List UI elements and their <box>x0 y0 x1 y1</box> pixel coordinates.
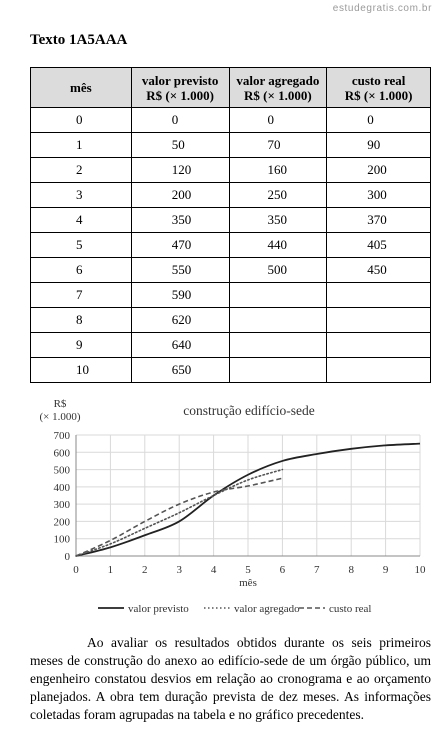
cell-valor-agregado: 160 <box>229 158 327 183</box>
cell-mes: 10 <box>31 358 132 383</box>
table-row <box>31 233 431 258</box>
cell-custo-real <box>327 308 431 333</box>
y-tick-label: 500 <box>53 464 70 477</box>
cell-valor-agregado <box>229 333 327 358</box>
x-tick-label: 9 <box>382 564 389 576</box>
cell-valor-agregado: 350 <box>229 208 327 233</box>
y-tick-label: 700 <box>53 430 70 442</box>
legend-label: custo real <box>329 603 372 615</box>
header-valor-previsto: valor previsto R$ (× 1.000) <box>131 68 229 108</box>
cell-mes: 8 <box>31 308 132 333</box>
y-tick-label: 100 <box>53 533 70 546</box>
cell-valor-previsto: 550 <box>131 258 229 283</box>
cell-custo-real: 405 <box>327 233 431 258</box>
table-row <box>31 258 431 283</box>
cell-valor-agregado: 0 <box>229 108 327 133</box>
table-row <box>31 108 431 133</box>
text-heading: Texto 1A5AAA <box>30 32 128 48</box>
table-row <box>31 308 431 333</box>
x-tick-label: 0 <box>73 564 79 576</box>
x-axis-label: mês <box>239 577 257 589</box>
cell-valor-previsto: 0 <box>131 108 229 133</box>
cell-mes: 1 <box>31 133 132 158</box>
x-tick-label: 5 <box>245 564 251 576</box>
y-axis-label-unit: R$ <box>53 398 67 410</box>
x-tick-label: 2 <box>142 564 148 576</box>
cell-custo-real <box>327 333 431 358</box>
chart-container <box>22 395 430 625</box>
table-row <box>31 158 431 183</box>
y-tick-label: 300 <box>53 499 70 512</box>
cell-valor-previsto: 350 <box>131 208 229 233</box>
y-tick-label: 0 <box>64 551 70 563</box>
cell-mes: 9 <box>31 333 132 358</box>
legend-label: valor previsto <box>128 603 189 615</box>
cell-custo-real: 90 <box>327 133 431 158</box>
cell-mes: 0 <box>31 108 132 133</box>
cell-valor-previsto: 200 <box>131 183 229 208</box>
cell-mes: 4 <box>31 208 132 233</box>
cell-valor-agregado: 500 <box>229 258 327 283</box>
x-tick-label: 4 <box>210 564 217 576</box>
cell-valor-agregado <box>229 358 327 383</box>
line-chart <box>22 395 430 625</box>
header-valor-agregado: valor agregado R$ (× 1.000) <box>229 68 327 108</box>
cell-custo-real <box>327 358 431 383</box>
cell-valor-previsto: 50 <box>131 133 229 158</box>
cell-valor-previsto: 590 <box>131 283 229 308</box>
x-tick-label: 6 <box>279 564 286 576</box>
x-tick-label: 1 <box>107 564 114 576</box>
legend-label: valor agregado <box>234 603 300 615</box>
chart-title: construção edifício-sede <box>183 403 315 418</box>
cell-custo-real: 300 <box>327 183 431 208</box>
cell-valor-previsto: 650 <box>131 358 229 383</box>
header-mes: mês <box>31 68 132 108</box>
y-axis-label-scale: (× 1.000) <box>39 411 81 423</box>
watermark: estudegratis.com.br <box>332 3 432 14</box>
cell-mes: 2 <box>31 158 132 183</box>
cell-custo-real: 450 <box>327 258 431 283</box>
cell-valor-previsto: 620 <box>131 308 229 333</box>
table-row <box>31 358 431 383</box>
body-paragraph: Ao avaliar os resultados obtidos durante os seis primeiros meses de construção do anexo ao edifício-sede de um órgão público, um engenheiro constatou desvios em relação ao cronograma e ao orçamento planejados. A obra tem duração prevista de dez meses. As informações coletadas foram agrupadas na tabela e no gráfico precedentes. <box>30 635 431 722</box>
cell-valor-agregado: 250 <box>229 183 327 208</box>
cell-valor-agregado: 440 <box>229 233 327 258</box>
table-row <box>31 283 431 308</box>
cell-valor-agregado <box>229 308 327 333</box>
table-header-row <box>31 68 431 108</box>
cell-valor-agregado <box>229 283 327 308</box>
cell-mes: 7 <box>31 283 132 308</box>
y-tick-label: 600 <box>53 447 70 460</box>
y-tick-label: 200 <box>53 516 70 529</box>
x-tick-label: 10 <box>414 564 426 576</box>
cell-mes: 6 <box>31 258 132 283</box>
data-table <box>30 67 431 383</box>
y-tick-label: 400 <box>53 481 70 494</box>
table-row <box>31 133 431 158</box>
cell-mes: 3 <box>31 183 132 208</box>
cell-custo-real: 200 <box>327 158 431 183</box>
cell-custo-real: 370 <box>327 208 431 233</box>
x-tick-label: 8 <box>348 564 354 576</box>
table-row <box>31 333 431 358</box>
cell-valor-previsto: 640 <box>131 333 229 358</box>
cell-valor-previsto: 120 <box>131 158 229 183</box>
cell-valor-previsto: 470 <box>131 233 229 258</box>
cell-valor-agregado: 70 <box>229 133 327 158</box>
x-tick-label: 7 <box>314 564 320 576</box>
cell-custo-real: 0 <box>327 108 431 133</box>
cell-mes: 5 <box>31 233 132 258</box>
x-tick-label: 3 <box>176 564 182 576</box>
header-custo-real: custo real R$ (× 1.000) <box>327 68 431 108</box>
table-row <box>31 183 431 208</box>
table-row <box>31 208 431 233</box>
cell-custo-real <box>327 283 431 308</box>
